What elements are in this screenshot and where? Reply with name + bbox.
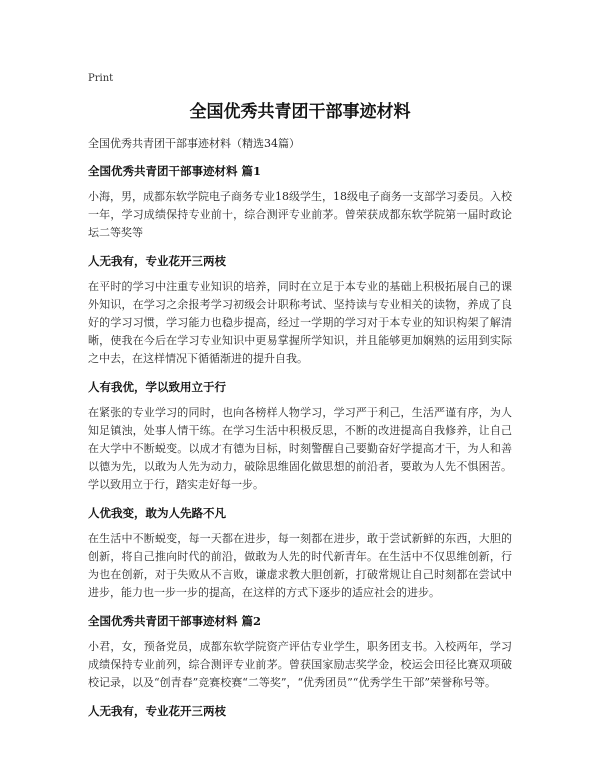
paragraph: 在生活中不断蜕变，每一天都在进步，每一刻都在进步，敢于尝试新鲜的东西，大胆的创新，将自己推向时代的前沿，做敢为人先的时代新青年。在生活中不仅思维创新，行为也在创新，对于失败从不言败，谦虚求教大胆创新，打破常规让自己时刻都在尝试中进步，能力也一步一步的提高，在这样的方式下逐步的适应社会的进步。: [88, 532, 512, 599]
section-heading: 人无我有，专业花开三两枝: [88, 704, 226, 718]
section-heading: 人有我优，学以致用立于行: [88, 380, 226, 394]
paragraph: 在平时的学习中注重专业知识的培养，同时在立足于本专业的基础上积极拓展自己的课外知识，在学习之余报考学习初级会计职称考试、坚持读与专业相关的读物，养成了良好的学习习惯，学习能力也稳步提高，经过一学期的学习对于本专业的知识构架了解清晰，使我在今后在学习专业知识中更易掌握所学知识，并且能够更加娴熟的运用到实际之中去，在这样情况下循循渐进的提升自我。: [88, 280, 512, 365]
paragraph: 小君，女，预备党员，成都东软学院资产评估专业学生，职务团支书。入校两年，学习成绩保持专业前列，综合测评专业前茅。曾获国家励志奖学金，校运会田径比赛双项破校记录，以及“创青春”竞赛校赛“二等奖”，“优秀团员”“优秀学生干部”荣誉称号等。: [88, 640, 512, 689]
print-label[interactable]: Print: [88, 73, 114, 84]
paragraph: 小海，男，成都东软学院电子商务专业18级学生，18级电子商务一支部学习委员。入校一年，学习成绩保持专业前十，综合测评专业前茅。曾荣获成都东软学院第一届时政论坛二等奖等: [88, 190, 512, 239]
section-heading: 全国优秀共青团干部事迹材料 篇2: [88, 614, 262, 628]
document-title: 全国优秀共青团干部事迹材料: [189, 102, 411, 122]
section-heading: 人优我变，敢为人先路不凡: [88, 506, 226, 520]
section-heading: 人无我有，专业花开三两枝: [88, 254, 226, 268]
section-heading: 全国优秀共青团干部事迹材料 篇1: [88, 164, 262, 178]
paragraph: 在紧张的专业学习的同时，也向各榜样人物学习，学习严于利己，生活严谨有序，为人知足镇浊，处事人情干练。在学习生活中积极反思，不断的改进提高自我修养，让自己在大学中不断蜕变。以成才有德为目标，时刻警醒自己要勤奋好学提高才干，为人和善以德为先，以敢为人先为动力，破除思维固化做思想的前沿者，要敢为人先不惧困苦。学以致用立于行，踏实走好每一步。: [88, 406, 512, 491]
document-body: [88, 162, 512, 720]
document-subtitle: 全国优秀共青团干部事迹材料（精选34篇）: [88, 137, 300, 150]
